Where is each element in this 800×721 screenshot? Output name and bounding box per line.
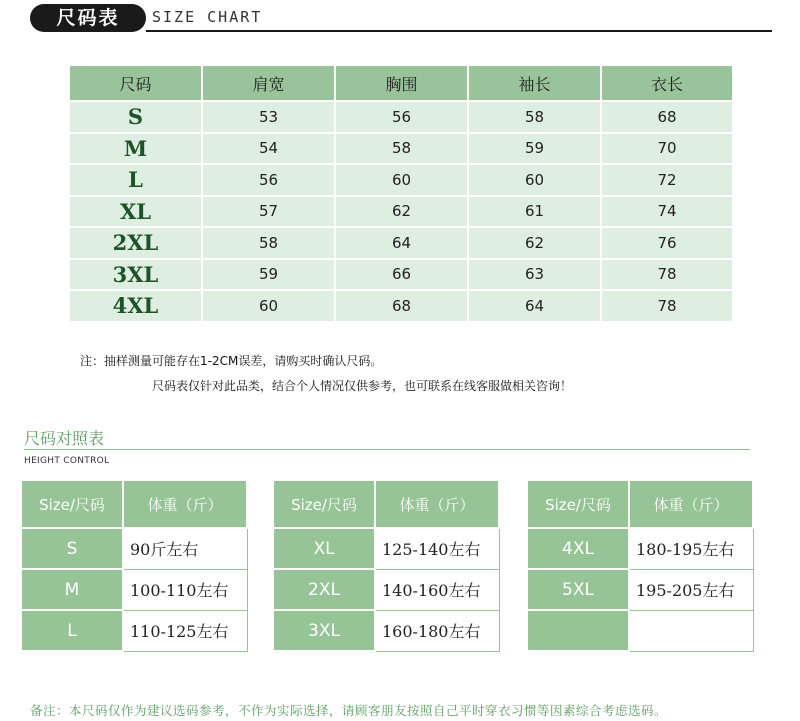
value-cell: 60 bbox=[202, 290, 335, 322]
size-cell: S bbox=[21, 528, 123, 569]
table-row bbox=[21, 528, 247, 569]
value-cell: 76 bbox=[601, 227, 733, 259]
size-cell: M bbox=[21, 569, 123, 610]
table-row bbox=[69, 196, 733, 228]
value-cell: 60 bbox=[468, 164, 601, 196]
header-weight: 体重（斤） bbox=[629, 480, 753, 528]
table-row bbox=[69, 133, 733, 165]
header-chest: 胸围 bbox=[335, 65, 468, 101]
reference-note: 尺码表仅针对此品类，结合个人情况仅供参考，也可联系在线客服做相关咨询！ bbox=[152, 379, 573, 393]
height-control-subtitle: HEIGHT CONTROL bbox=[24, 456, 110, 466]
value-cell: 66 bbox=[335, 259, 468, 291]
value-cell: 70 bbox=[601, 133, 733, 165]
value-cell: 58 bbox=[202, 227, 335, 259]
value-cell: 61 bbox=[468, 196, 601, 228]
size-table bbox=[68, 64, 734, 323]
table-row bbox=[273, 569, 499, 610]
header-weight: 体重（斤） bbox=[123, 480, 247, 528]
value-cell: 64 bbox=[468, 290, 601, 322]
value-cell: 68 bbox=[601, 101, 733, 133]
weight-cell bbox=[629, 610, 753, 651]
table-row bbox=[69, 227, 733, 259]
weight-cell: 195-205左右 bbox=[629, 569, 753, 610]
value-cell: 58 bbox=[335, 133, 468, 165]
value-cell: 62 bbox=[468, 227, 601, 259]
size-cell: L bbox=[69, 164, 202, 196]
weight-cell: 90斤左右 bbox=[123, 528, 247, 569]
header-weight: 体重（斤） bbox=[375, 480, 499, 528]
header-size: 尺码 bbox=[69, 65, 202, 101]
weight-table-1 bbox=[20, 479, 248, 652]
size-cell: 3XL bbox=[69, 259, 202, 291]
value-cell: 54 bbox=[202, 133, 335, 165]
header-divider bbox=[146, 30, 772, 32]
header-size: Size/尺码 bbox=[273, 480, 375, 528]
size-cell: XL bbox=[69, 196, 202, 228]
table-row bbox=[69, 259, 733, 291]
value-cell: 78 bbox=[601, 290, 733, 322]
value-cell: 78 bbox=[601, 259, 733, 291]
header-length: 衣长 bbox=[601, 65, 733, 101]
header-size: Size/尺码 bbox=[21, 480, 123, 528]
table-row bbox=[69, 164, 733, 196]
weight-cell: 125-140左右 bbox=[375, 528, 499, 569]
value-cell: 56 bbox=[335, 101, 468, 133]
value-cell: 56 bbox=[202, 164, 335, 196]
table-row bbox=[273, 610, 499, 651]
size-cell: S bbox=[69, 101, 202, 133]
size-table-header-row bbox=[69, 65, 733, 101]
value-cell: 60 bbox=[335, 164, 468, 196]
weight-cell: 110-125左右 bbox=[123, 610, 247, 651]
value-cell: 72 bbox=[601, 164, 733, 196]
value-cell: 74 bbox=[601, 196, 733, 228]
value-cell: 59 bbox=[468, 133, 601, 165]
table-row bbox=[527, 569, 753, 610]
size-cell bbox=[527, 610, 629, 651]
weight-table-2 bbox=[272, 479, 500, 652]
size-cell: M bbox=[69, 133, 202, 165]
section-divider bbox=[24, 449, 750, 450]
size-cell: 3XL bbox=[273, 610, 375, 651]
weight-table-3 bbox=[526, 479, 754, 652]
weight-cell: 180-195左右 bbox=[629, 528, 753, 569]
height-control-title: 尺码对照表 bbox=[24, 429, 105, 448]
header-size: Size/尺码 bbox=[527, 480, 629, 528]
value-cell: 57 bbox=[202, 196, 335, 228]
size-cell: 4XL bbox=[527, 528, 629, 569]
header bbox=[30, 4, 772, 32]
value-cell: 63 bbox=[468, 259, 601, 291]
table-row bbox=[527, 610, 753, 651]
weight-cell: 160-180左右 bbox=[375, 610, 499, 651]
table-row bbox=[21, 610, 247, 651]
value-cell: 59 bbox=[202, 259, 335, 291]
size-chart-title: 尺码表 bbox=[30, 4, 146, 32]
size-cell: L bbox=[21, 610, 123, 651]
weight-cell: 140-160左右 bbox=[375, 569, 499, 610]
header-sleeve: 袖长 bbox=[468, 65, 601, 101]
table-row bbox=[21, 569, 247, 610]
value-cell: 68 bbox=[335, 290, 468, 322]
measurement-note: 注：抽样测量可能存在1-2CM误差，请购买时确认尺码。 bbox=[80, 354, 383, 368]
table-row bbox=[527, 528, 753, 569]
size-chart-subtitle: SIZE CHART bbox=[152, 8, 263, 26]
size-cell: 5XL bbox=[527, 569, 629, 610]
table-row bbox=[69, 290, 733, 322]
size-cell: 2XL bbox=[69, 227, 202, 259]
footer-note: 备注：本尺码仅作为建议选码参考，不作为实际选择，请顾客朋友按照自己平时穿衣习惯等因素综合考虑选码。 bbox=[30, 703, 668, 718]
size-cell: 4XL bbox=[69, 290, 202, 322]
weight-table-header-row bbox=[273, 480, 499, 528]
size-cell: XL bbox=[273, 528, 375, 569]
weight-table-header-row bbox=[527, 480, 753, 528]
weight-table-header-row bbox=[21, 480, 247, 528]
value-cell: 64 bbox=[335, 227, 468, 259]
weight-cell: 100-110左右 bbox=[123, 569, 247, 610]
header-shoulder: 肩宽 bbox=[202, 65, 335, 101]
value-cell: 53 bbox=[202, 101, 335, 133]
value-cell: 62 bbox=[335, 196, 468, 228]
value-cell: 58 bbox=[468, 101, 601, 133]
table-row bbox=[273, 528, 499, 569]
table-row bbox=[69, 101, 733, 133]
size-cell: 2XL bbox=[273, 569, 375, 610]
